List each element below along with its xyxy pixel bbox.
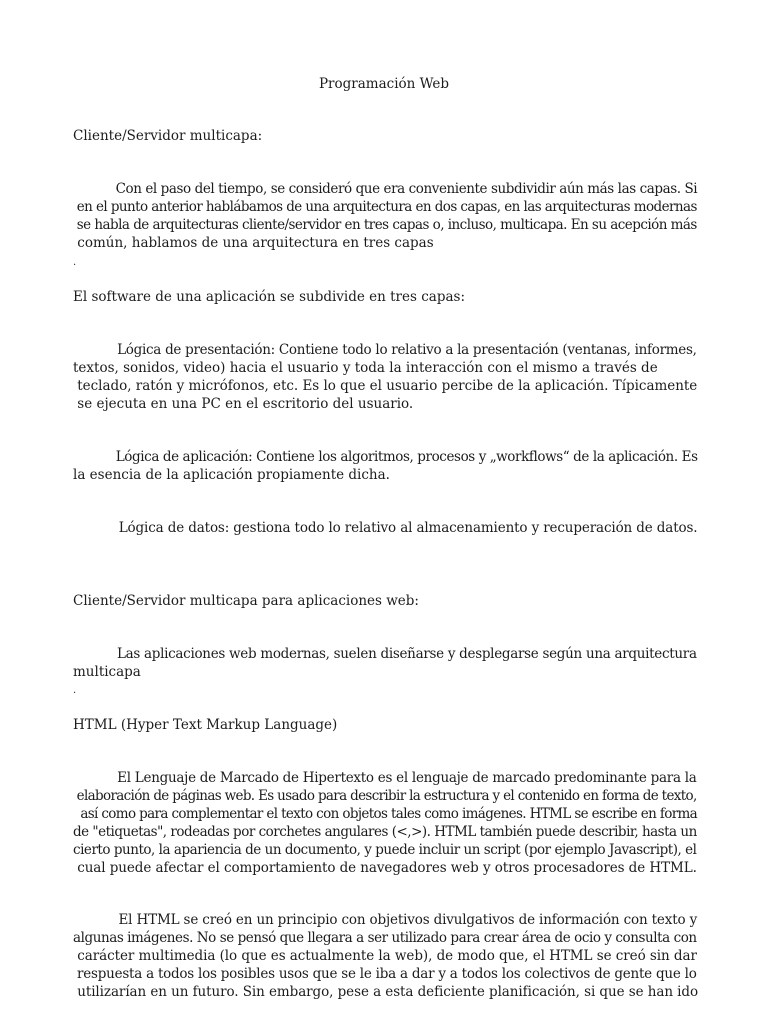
paragraph-line: Las aplicaciones web modernas, suelen diseñarse y desplegarse según una arquitectura (73, 646, 697, 662)
paragraph-logica-aplicacion (73, 448, 697, 484)
paragraph-line: elaboración de páginas web. Es usado para describir la estructura y el contenido en forma de texto, (73, 788, 697, 804)
paragraph-logica-presentacion (73, 341, 697, 413)
paragraph-aplicaciones-web (73, 645, 697, 681)
paragraph-line: en el punto anterior hablábamos de una arquitectura en dos capas, en las arquitecturas modernas (73, 199, 697, 215)
paragraph-line: la esencia de la aplicación propiamente dicha. (73, 467, 390, 483)
paragraph-line: El HTML se creó en un principio con objetivos divulgativos de información con texto y (73, 912, 698, 928)
paragraph-line: utilizarían en un futuro. Sin embargo, pese a esta deficiente planificación, si que se han ido (73, 984, 699, 1000)
paragraph-html-definicion (73, 769, 697, 877)
paragraph-line: algunas imágenes. No se pensó que llegara a ser utilizado para crear área de ocio y consulta con (73, 930, 697, 946)
page-title: Programación Web (318, 76, 450, 92)
paragraph-line: carácter multimedia (lo que es actualmente la web), de modo que, el HTML se creó sin dar (73, 948, 697, 964)
paragraph-line: Lógica de presentación: Contiene todo lo relativo a la presentación (ventanas, informes, (73, 342, 697, 358)
paragraph-subdivision (73, 180, 697, 252)
paragraph-line: se habla de arquitecturas cliente/servidor en tres capas o, incluso, multicapa. En su acepción más (73, 217, 697, 233)
paragraph-line: Lógica de aplicación: Contiene los algoritmos, procesos y „workflows“ de la aplicación. Es (73, 449, 698, 465)
paragraph-line: común, hablamos de una arquitectura en tres capas (73, 235, 434, 251)
section-heading-multicapa: Cliente/Servidor multicapa: (73, 128, 263, 144)
section-heading-html: HTML (Hyper Text Markup Language) (73, 717, 338, 733)
paragraph-line: Con el paso del tiempo, se consideró que era conveniente subdividir aún más las capas. Si (73, 181, 698, 197)
paragraph-line: cierto punto, la apariencia de un documento, y puede incluir un script (por ejemplo Javascript), el (73, 842, 697, 858)
dot-mark: . (73, 257, 77, 268)
paragraph-html-historia (73, 911, 697, 1001)
paragraph-line: de "etiquetas", rodeadas por corchetes angulares (<,>). HTML también puede describir, hasta un (73, 824, 697, 840)
paragraph-line: cual puede afectar el comportamiento de navegadores web y otros procesadores de HTML. (73, 860, 697, 876)
paragraph-line: El Lenguaje de Marcado de Hipertexto es el lenguaje de marcado predominante para la (73, 770, 697, 786)
paragraph-line: se ejecuta en una PC en el escritorio del usuario. (73, 396, 414, 412)
section-heading-tres-capas: El software de una aplicación se subdivide en tres capas: (73, 289, 465, 305)
paragraph-line: multicapa (73, 664, 141, 680)
paragraph-line: teclado, ratón y micrófonos, etc. Es lo que el usuario percibe de la aplicación. Típicamente (73, 378, 698, 394)
paragraph-line: así como para complementar el texto con objetos tales como imágenes. HTML se escribe en forma (73, 806, 698, 822)
paragraph-line: textos, sonidos, video) hacia el usuario y toda la interacción con el mismo a través de (73, 360, 658, 376)
section-heading-multicapa-web: Cliente/Servidor multicapa para aplicaciones web: (73, 593, 419, 609)
paragraph-line: respuesta a todos los posibles usos que se le iba a dar y a todos los colectivos de gente que lo (73, 966, 697, 982)
dot-mark: . (73, 685, 77, 696)
paragraph-logica-datos (73, 519, 697, 537)
paragraph-line: Lógica de datos: gestiona todo lo relativo al almacenamiento y recuperación de datos. (73, 520, 698, 536)
